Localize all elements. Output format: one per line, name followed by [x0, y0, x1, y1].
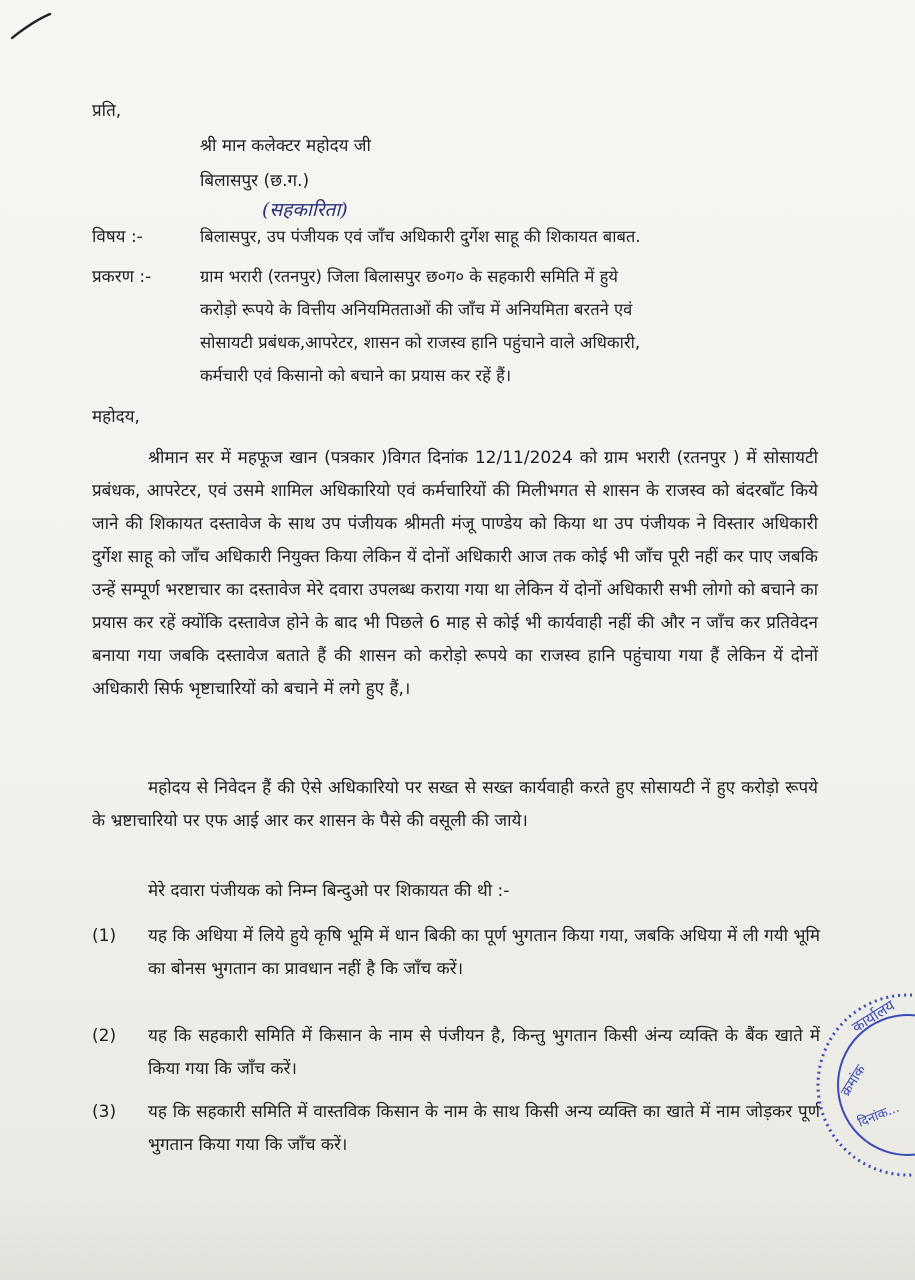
case-label: प्रकरण :- — [92, 267, 152, 287]
point-number: (1) — [92, 926, 117, 946]
stamp-text: दिनांक... — [855, 1100, 902, 1131]
body-paragraph-1: श्रीमान सर में महफूज खान (पत्रकार )विगत दिनांक 12/11/2024 को ग्राम भरारी (रतनपुर ) में सोसायटी प्रबंधक, आपरेटर, एवं उसमे शामिल अधिकारियो एवं कर्मचारियों की मिलीभगत से शासन के राजस्व को बंदरबाँट किये जाने की शिकायत दस्तावेज के साथ उप पंजीयक श्रीमती मंजू पाण्डेय को किया था उप पंजीयक ने विस्तार अधिकारी दुर्गेश साहू को जाँच अधिकारी नियुक्त किया लेकिन यें दोनों अधिकारी आज तक कोई भी जाँच पूरी नहीं कर पाए जबकि उन्हें सम्पूर्ण भरष्टाचार का दस्तावेज मेरे दवारा उपलब्ध कराया गया था लेकिन यें दोनों अधिकारी सभी लोगो को बचाने का प्रयास कर रहें क्योंकि दस्तावेज होने के बाद भी पिछले 6 माह से कोई भी कार्यवाही नहीं की और न जाँच कर प्रतिवेदन बनाया गया जबकि दस्तावेज बताते हैं की शासन को करोड़ो रूपये का राजस्व हानि पहुंचाया गया हैं लेकिन यें दोनों अधिकारी सिर्फ भृष्टाचारियों को बचाने में लगे हुए हैं,। — [92, 448, 818, 699]
subject-label: विषय :- — [92, 227, 143, 247]
body-paragraph-3: मेरे दवारा पंजीयक को निम्न बिन्दुओ पर शिकायत की थी :- — [148, 881, 510, 901]
case-line-4: कर्मचारी एवं किसानो को बचाने का प्रयास कर रहें हैं। — [200, 366, 512, 385]
salutation: महोदय, — [92, 407, 140, 427]
page-shadow — [0, 1190, 915, 1280]
body-paragraph-2: महोदय से निवेदन हैं की ऐसे अधिकारियो पर सख्त से सख्त कार्यवाही करते हुए सोसायटी नें हुए करोड़ो रूपये के भ्रष्टाचारियो पर एफ आई आर कर शासन के पैसे की वसूली की जाये। — [92, 778, 818, 831]
case-line-1: ग्राम भरारी (रतनपुर) जिला बिलासपुर छ०ग० के सहकारी समिति में हुये — [200, 267, 618, 286]
stamp-text: क्रमांक — [837, 1062, 870, 1100]
pen-mark — [10, 12, 52, 40]
point-number: (2) — [92, 1026, 117, 1046]
point-text: यह कि सहकारी समिति में किसान के नाम से पंजीयन है, किन्तु भुगतान किसी अंन्य व्यक्ति के बैंक खाते में किया गया कि जाँच करें। — [148, 1026, 820, 1079]
case-line-3: सोसायटी प्रबंधक,आपरेटर, शासन को राजस्व हानि पहुंचाने वाले अधिकारी, — [200, 333, 641, 352]
stamp-text: कार्यालय — [848, 996, 898, 1037]
to-label: प्रति, — [92, 101, 122, 121]
office-stamp — [808, 985, 915, 1185]
point-number: (3) — [92, 1102, 117, 1122]
point-text: यह कि अधिया में लिये हुये कृषि भूमि में धान बिकी का पूर्ण भुगतान किया गया, जबकि अधिया में ली गयी भूमि का बोनस भुगतान का प्रावधान नहीं है कि जाँच करें। — [148, 926, 820, 979]
handwritten-insert: (सहकारिता) — [262, 199, 348, 221]
subject-text: बिलासपुर, उप पंजीयक एवं जाँच अधिकारी दुर्गेश साहू की शिकायत बाबत. — [200, 227, 641, 246]
addressee-line1: श्री मान कलेक्टर महोदय जी — [200, 136, 371, 156]
case-line-2: करोड़ो रूपये के वित्तीय अनियमितताओं की जाँच में अनियमिता बरतने एवं — [200, 300, 633, 319]
point-text: यह कि सहकारी समिति में वास्तविक किसान के नाम के साथ किसी अन्य व्यक्ति का खाते में नाम जोड़कर पूर्ण भुगतान किया गया कि जाँच करें। — [148, 1102, 820, 1155]
addressee-line2: बिलासपुर (छ.ग.) — [200, 171, 310, 191]
